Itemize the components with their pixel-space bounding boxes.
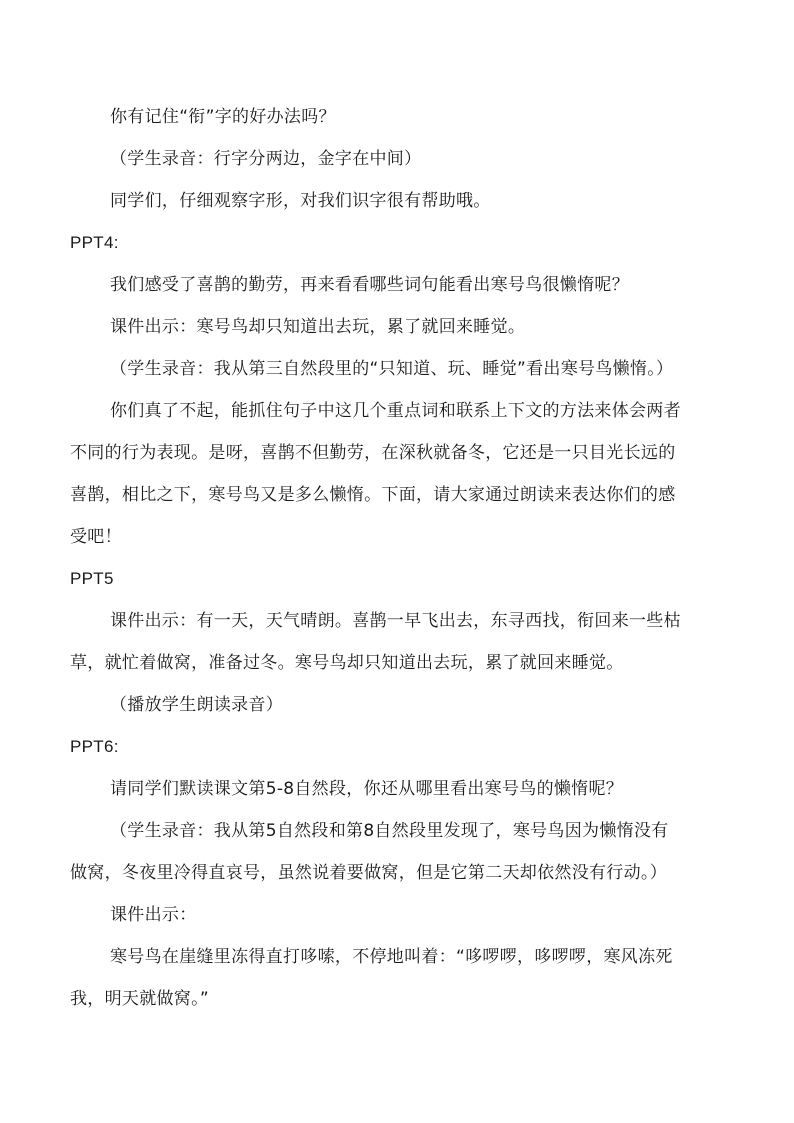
section-heading: PPT6: [70,737,119,756]
paragraph-line: 你们真了不起，能抓住句子中这几个重点词和联系上下文的方法来体会两者 [110,401,681,421]
paragraph-line: 草，就忙着做窝，准备过冬。寒号鸟却只知道出去玩，累了就回来睡觉。 [70,653,624,673]
paragraph-line: （学生录音：行字分两边，金字在中间） [110,149,422,169]
paragraph-line: 你有记住“衔”字的好办法吗？ [110,107,336,127]
paragraph-line: 课件出示：寒号鸟却只知道出去玩，累了就回来睡觉。 [110,317,526,337]
paragraph-line: （播放学生朗读录音） [110,695,283,715]
paragraph-line: 我，明天就做窝。” [70,989,210,1009]
paragraph-line: 课件出示：有一天，天气晴朗。喜鹊一早飞出去，东寻西找，衔回来一些枯 [110,611,681,631]
paragraph-line: 请同学们默读课文第5-8自然段，你还从哪里看出寒号鸟的懒惰呢？ [110,779,624,799]
paragraph-line: 受吧！ [70,527,122,547]
paragraph-line: 我们感受了喜鹊的勤劳，再来看看哪些词句能看出寒号鸟很懒惰呢？ [110,275,629,295]
paragraph-line: （学生录音：我从第5自然段和第8自然段里发现了，寒号鸟因为懒惰没有 [110,821,669,841]
paragraph-line: 做窝，冬夜里冷得直哀号，虽然说着要做窝，但是它第二天却依然没有行动。） [70,863,667,883]
paragraph-line: 课件出示： [110,905,197,925]
paragraph-line: 不同的行为表现。是呀，喜鹊不但勤劳，在深秋就备冬，它还是一只目光长远的 [70,443,676,463]
section-heading: PPT5 [70,569,114,588]
section-heading: PPT4: [70,233,119,252]
paragraph-line: 同学们，仔细观察字形，对我们识字很有帮助哦。 [110,191,491,211]
paragraph-line: 喜鹊，相比之下，寒号鸟又是多么懒惰。下面，请大家通过朗读来表达你们的感 [70,485,676,505]
paragraph-line: （学生录音：我从第三自然段里的“只知道、玩、睡觉”看出寒号鸟懒惰。） [110,359,674,379]
paragraph-line: 寒号鸟在崖缝里冻得直打哆嗦，不停地叫着：“哆啰啰，哆啰啰，寒风冻死 [110,947,673,967]
